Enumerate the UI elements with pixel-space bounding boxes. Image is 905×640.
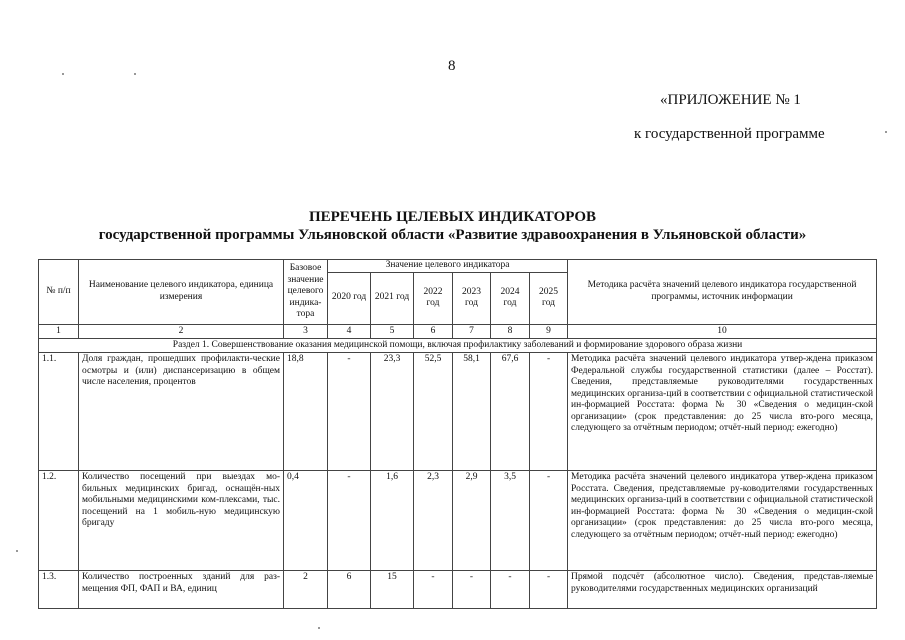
document-subtitle: государственной программы Ульяновской области «Развитие здравоохранения в Ульяновской области» <box>98 227 807 243</box>
column-number: 3 <box>284 324 328 338</box>
row-value: 52,5 <box>414 353 453 471</box>
header-method: Методика расчёта значений целевого индикатора государственной программы, источник информации <box>568 260 877 325</box>
row-base: 0,4 <box>284 471 328 571</box>
header-row-top <box>39 260 877 273</box>
row-value: - <box>530 353 568 471</box>
row-value: 67,6 <box>491 353 530 471</box>
row-method: Методика расчёта значений целевого индикатора утвер-ждена приказом Росстата. Сведения, представляемые ру-ководителями государственных медицинских организа-ций в соответствии с официальной статистической ин-формацией Росстата: форма № 30 «Сведения о медицин-ской организации» (срок представления: до 25 числа вто-рого месяца, следующего за отчётным периодом; отчёт-ный период: ежегодно) <box>568 471 877 571</box>
scan-speck <box>134 73 136 75</box>
column-number: 7 <box>453 324 491 338</box>
scan-speck <box>885 131 887 133</box>
row-name: Количество посещений при выездах мо-бильных медицинских бригад, оснащён-ных мобильными медицинскими ком-плексами, тыс. посещений на 1 мобиль-ную медицинскую бригаду <box>79 471 284 571</box>
row-value: - <box>328 353 371 471</box>
scan-speck <box>318 627 320 629</box>
row-value: 15 <box>371 571 414 609</box>
row-value: - <box>453 571 491 609</box>
row-value: - <box>328 471 371 571</box>
header-year-2022: 2022 год <box>414 272 453 324</box>
page-number: 8 <box>448 58 456 74</box>
row-value: - <box>414 571 453 609</box>
column-number: 8 <box>491 324 530 338</box>
row-base: 18,8 <box>284 353 328 471</box>
row-value: - <box>491 571 530 609</box>
row-value: 3,5 <box>491 471 530 571</box>
document-title: ПЕРЕЧЕНЬ ЦЕЛЕВЫХ ИНДИКАТОРОВ <box>308 209 597 225</box>
header-year-2021: 2021 год <box>371 272 414 324</box>
column-number: 5 <box>371 324 414 338</box>
row-value: 58,1 <box>453 353 491 471</box>
header-year-2025: 2025 год <box>530 272 568 324</box>
row-value: 2,3 <box>414 471 453 571</box>
row-num: 1.2. <box>39 471 79 571</box>
indicators-table <box>38 259 877 609</box>
header-base: Базовое значение целевого индика-тора <box>284 260 328 325</box>
row-value: 1,6 <box>371 471 414 571</box>
appendix-subtitle: к государственной программе <box>634 126 825 142</box>
section-title: Раздел 1. Совершенствование оказания медицинской помощи, включая профилактику заболеваний и формирование здорового образа жизни <box>39 338 877 353</box>
row-name: Доля граждан, прошедших профилакти-ческие осмотры и (или) диспансеризацию в общем числе населения, процентов <box>79 353 284 471</box>
row-method: Прямой подсчёт (абсолютное число). Сведения, представ-ляемые руководителями государственных медицинских организаций <box>568 571 877 609</box>
column-number: 9 <box>530 324 568 338</box>
table-row <box>39 353 877 471</box>
row-value: 2,9 <box>453 471 491 571</box>
header-values-group: Значение целевого индикатора <box>328 260 568 273</box>
header-year-2020: 2020 год <box>328 272 371 324</box>
row-num: 1.1. <box>39 353 79 471</box>
header-num: № п/п <box>39 260 79 325</box>
column-number-row <box>39 324 877 338</box>
header-year-2024: 2024 год <box>491 272 530 324</box>
row-value: - <box>530 471 568 571</box>
column-number: 6 <box>414 324 453 338</box>
table-row <box>39 471 877 571</box>
row-num: 1.3. <box>39 571 79 609</box>
row-base: 2 <box>284 571 328 609</box>
column-number: 4 <box>328 324 371 338</box>
header-name: Наименование целевого индикатора, единица измерения <box>79 260 284 325</box>
table-row <box>39 571 877 609</box>
column-number: 1 <box>39 324 79 338</box>
column-number: 2 <box>79 324 284 338</box>
section-row <box>39 338 877 353</box>
row-name: Количество построенных зданий для раз-мещения ФП, ФАП и ВА, единиц <box>79 571 284 609</box>
scan-speck <box>16 550 18 552</box>
row-value: 6 <box>328 571 371 609</box>
scan-speck <box>62 73 64 75</box>
appendix-title: «ПРИЛОЖЕНИЕ № 1 <box>660 92 801 108</box>
row-method: Методика расчёта значений целевого индикатора утвер-ждена приказом Федеральной службы государственной статистики (далее – Росстат). Сведения, представляемые руководителями государственных медицинских организа-ций в соответствии с официальной статистической ин-формацией Росстата: форма № 30 «Сведения о медицин-ской организации» (срок представления: до 25 числа вто-рого месяца, следующего за отчётным периодом; отчёт-ный период: ежегодно) <box>568 353 877 471</box>
row-value: 23,3 <box>371 353 414 471</box>
row-value: - <box>530 571 568 609</box>
header-year-2023: 2023 год <box>453 272 491 324</box>
column-number: 10 <box>568 324 877 338</box>
